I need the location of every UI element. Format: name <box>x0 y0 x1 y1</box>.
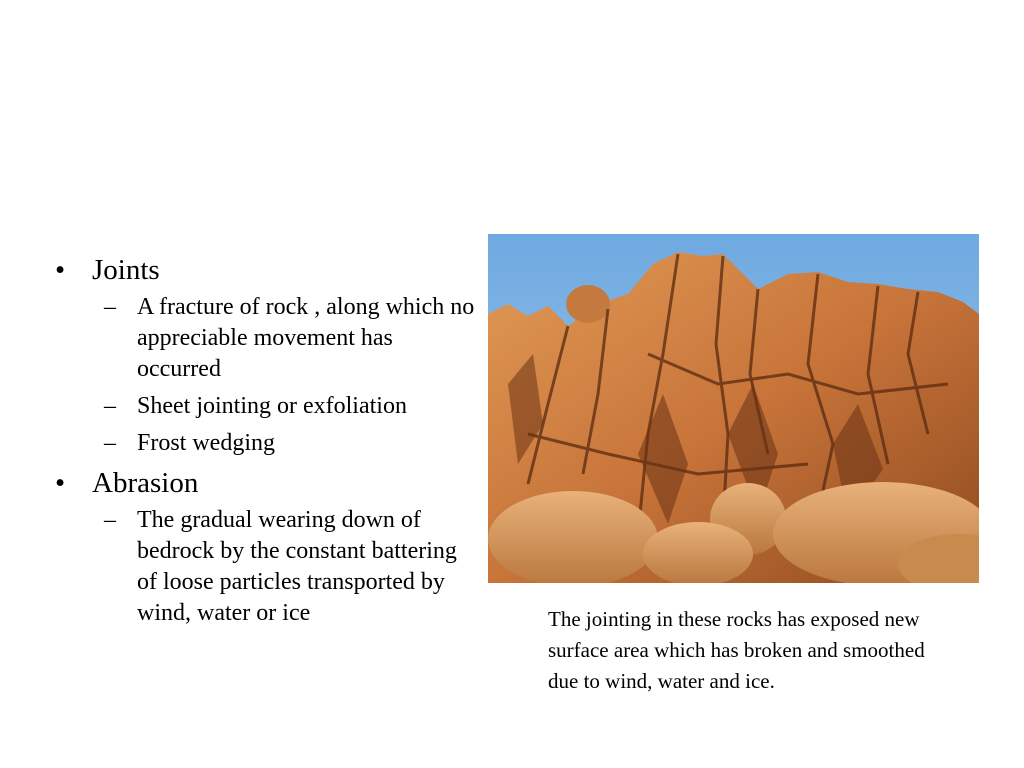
dash-marker: – <box>104 430 116 456</box>
dash-marker: – <box>104 294 116 320</box>
subbullet-sheet-jointing <box>52 391 482 422</box>
subbullet-text: A fracture of rock , along which no appreciable movement has occurred <box>137 294 475 382</box>
subbullet-abrasion-definition <box>52 505 482 629</box>
dash-marker: – <box>104 507 116 533</box>
subbullet-text: Frost wedging <box>137 430 275 456</box>
bullet-marker: • <box>55 467 66 499</box>
rock-photo <box>488 234 979 583</box>
dash-marker: – <box>104 393 116 419</box>
bullet-joints <box>52 252 482 288</box>
rock-photo-illustration <box>488 234 979 583</box>
bullet-text: Joints <box>92 254 160 286</box>
bullet-abrasion <box>52 465 482 501</box>
subbullet-text: The gradual wearing down of bedrock by the constant battering of loose particles transported by wind, water or ice <box>137 507 457 626</box>
subbullet-text: Sheet jointing or exfoliation <box>137 393 407 419</box>
subbullet-frost-wedging <box>52 428 482 459</box>
bullet-list <box>52 252 482 635</box>
photo-caption: The jointing in these rocks has exposed new surface area which has broken and smoothed due to wind, water and ice. <box>548 607 925 693</box>
subbullet-fracture-definition <box>52 292 482 385</box>
bullet-text: Abrasion <box>92 467 199 499</box>
bullet-marker: • <box>55 254 66 286</box>
